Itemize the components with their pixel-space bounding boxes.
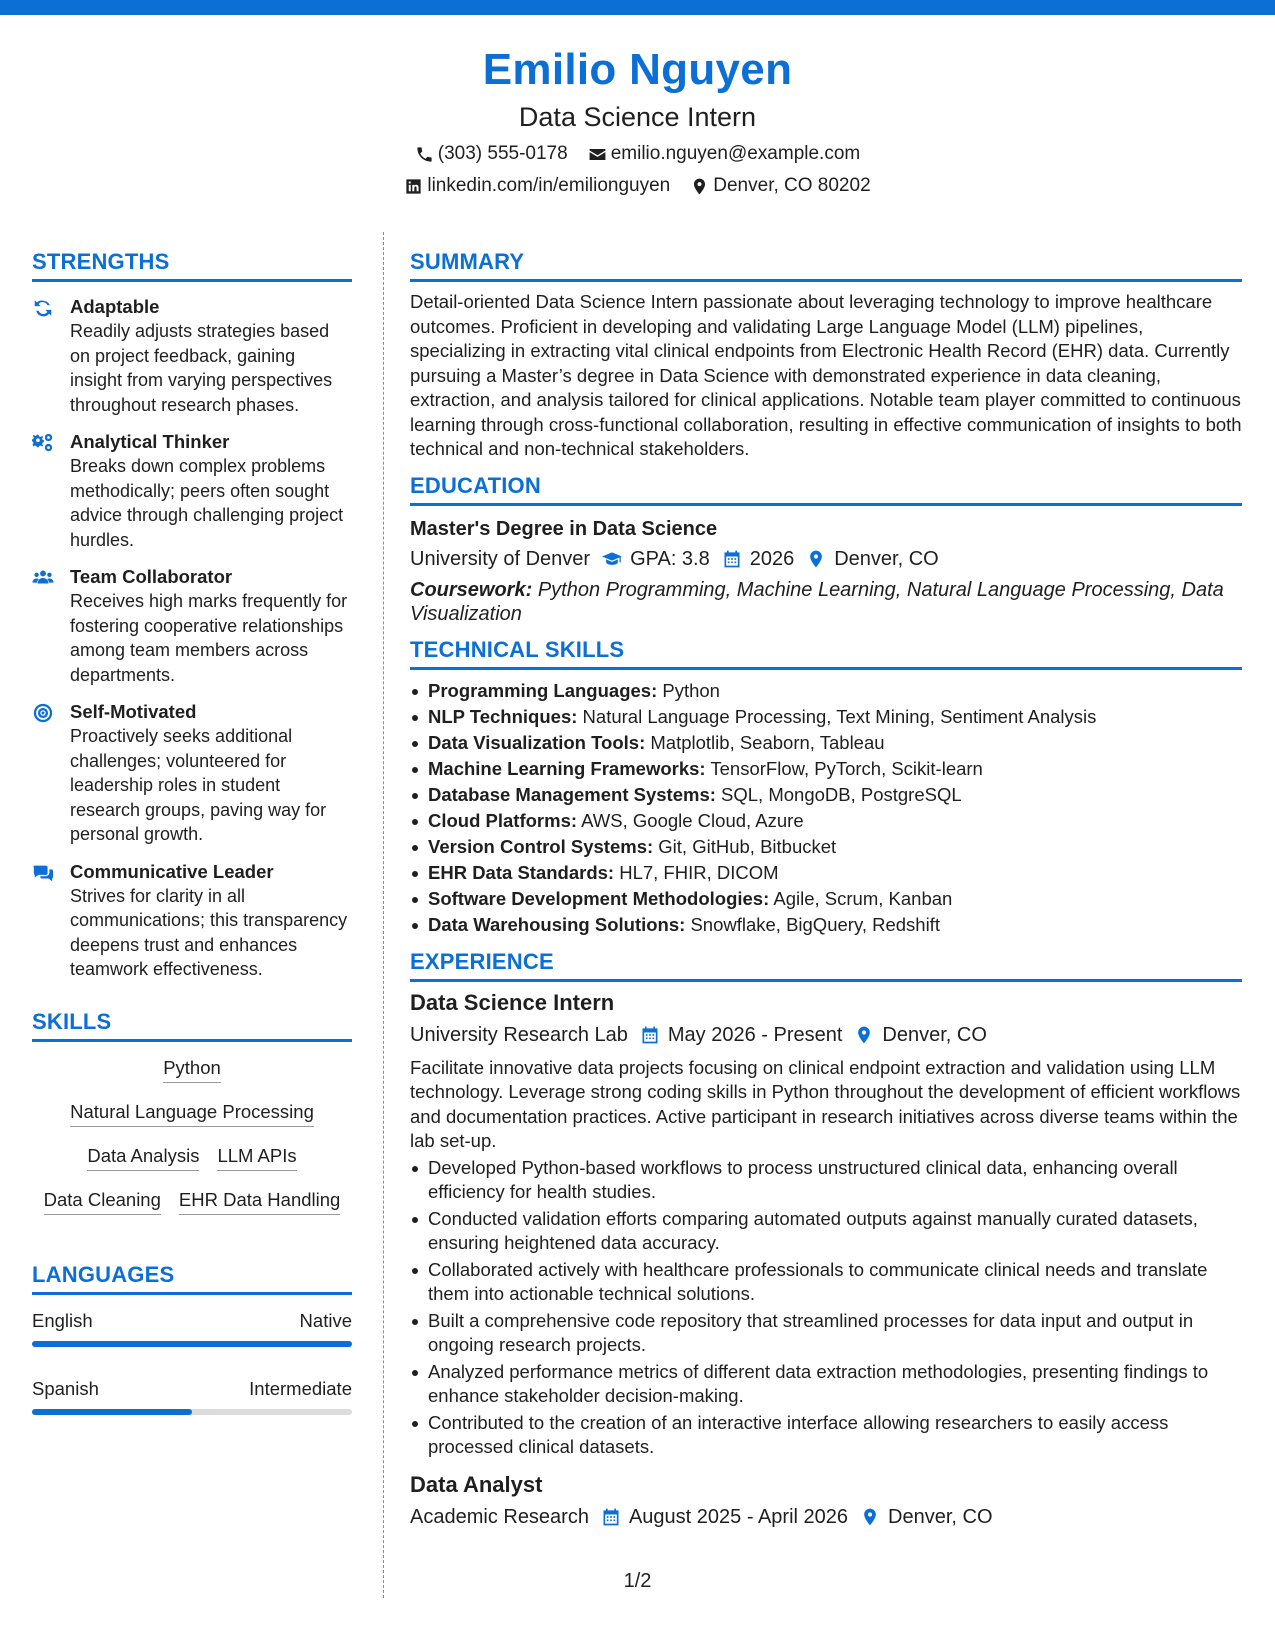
phone-contact bbox=[415, 142, 568, 166]
education-heading: EDUCATION bbox=[410, 472, 1242, 506]
strength-desc: Receives high marks frequently for fostering cooperative relationships among team members across departments. bbox=[70, 591, 348, 685]
list-item: Machine Learning Frameworks: TensorFlow, PyTorch, Scikit-learn bbox=[410, 756, 1242, 782]
list-item: Analyzed performance metrics of different data extraction methodologies, presenting findings to enhance stakeholder decision-making. bbox=[410, 1360, 1242, 1409]
contact-row-2 bbox=[0, 174, 1275, 198]
education-meta bbox=[410, 544, 1242, 574]
skills-section bbox=[32, 1008, 352, 1215]
job-location: Denver, CO bbox=[882, 1023, 987, 1046]
map-pin-icon bbox=[690, 177, 709, 196]
sync-icon bbox=[32, 297, 54, 319]
language-name: English bbox=[32, 1309, 93, 1331]
list-item: Data Warehousing Solutions: Snowflake, BigQuery, Redshift bbox=[410, 912, 1242, 938]
strength-item bbox=[32, 295, 352, 417]
strengths-section bbox=[32, 248, 352, 982]
phone-text: (303) 555-0178 bbox=[437, 143, 568, 164]
list-item: EHR Data Standards: HL7, FHIR, DICOM bbox=[410, 860, 1242, 886]
skills-heading: SKILLS bbox=[32, 1008, 352, 1042]
linkedin-icon bbox=[404, 177, 423, 196]
list-item: Developed Python-based workflows to process unstructured clinical data, enhancing overall efficiency for health studies. bbox=[410, 1156, 1242, 1205]
calendar-icon bbox=[640, 1025, 660, 1045]
coursework-list: Python Programming, Machine Learning, Natural Language Processing, Data Visualization bbox=[410, 578, 1224, 625]
linkedin-contact[interactable] bbox=[404, 174, 670, 198]
education-location: Denver, CO bbox=[834, 547, 939, 570]
top-accent-bar bbox=[0, 0, 1275, 15]
gears-icon bbox=[32, 432, 54, 454]
language-level-bar bbox=[32, 1409, 352, 1415]
summary-text: Detail-oriented Data Science Intern passionate about leveraging technology to improve healthcare outcomes. Proficient in developing and validating Large Language Model (LLM) pipelines, specializing in extracting vital clinical endpoints from Electronic Health Record (EHR) data. Currently pursuing a Master’s degree in Data Science with demonstrated experience in data cleaning, extraction, and analysis tailored for clinical applications. Notable team player committed to continuous learning through cross-functional collaboration, resulting in effective communication of insights to both technical and non-technical stakeholders. bbox=[410, 291, 1242, 459]
email-contact[interactable] bbox=[588, 142, 861, 166]
calendar-icon bbox=[601, 1507, 621, 1527]
list-item: Built a comprehensive code repository that streamlined processes for data input and output in ongoing research projects. bbox=[410, 1309, 1242, 1358]
linkedin-text: linkedin.com/in/emilionguyen bbox=[427, 175, 671, 196]
coursework bbox=[410, 578, 1242, 626]
language-level: Native bbox=[299, 1309, 352, 1331]
skill-tag: Data Cleaning bbox=[44, 1188, 161, 1215]
job-dates: August 2025 - April 2026 bbox=[628, 1505, 849, 1528]
map-pin-icon bbox=[854, 1025, 874, 1045]
candidate-role: Data Science Intern bbox=[518, 102, 757, 132]
list-item: Version Control Systems: Git, GitHub, Bitbucket bbox=[410, 834, 1242, 860]
job-meta bbox=[410, 1502, 1242, 1532]
job-dates: May 2026 - Present bbox=[667, 1023, 843, 1046]
language-level-fill bbox=[32, 1409, 192, 1415]
job-title: Data Science Intern bbox=[410, 989, 615, 1015]
envelope-icon bbox=[588, 145, 607, 164]
page-number: 1/2 bbox=[623, 1570, 652, 1592]
job-org: Academic Research bbox=[410, 1505, 589, 1528]
list-item: Data Visualization Tools: Matplotlib, Seaborn, Tableau bbox=[410, 730, 1242, 756]
language-item bbox=[32, 1309, 352, 1347]
phone-icon bbox=[415, 145, 434, 164]
skill-tag: Python bbox=[163, 1056, 221, 1083]
skill-tag: Data Analysis bbox=[87, 1144, 199, 1171]
strength-desc: Strives for clarity in all communications; this transparency deepens trust and enhances teamwork effectiveness. bbox=[70, 885, 348, 979]
job-bullets bbox=[410, 1156, 1242, 1460]
list-item: Cloud Platforms: AWS, Google Cloud, Azure bbox=[410, 808, 1242, 834]
comments-icon bbox=[32, 862, 54, 884]
summary-section bbox=[410, 248, 1242, 462]
list-item: Collaborated actively with healthcare professionals to communicate clinical needs and translate them into actionable technical solutions. bbox=[410, 1258, 1242, 1307]
strengths-heading: STRENGTHS bbox=[32, 248, 352, 282]
list-item: NLP Techniques: Natural Language Processing, Text Mining, Sentiment Analysis bbox=[410, 704, 1242, 730]
strength-item bbox=[32, 565, 352, 687]
job-entry bbox=[410, 1470, 1242, 1532]
job-title: Data Analyst bbox=[410, 1471, 543, 1497]
summary-heading: SUMMARY bbox=[410, 248, 1242, 282]
strength-item bbox=[32, 430, 352, 552]
language-name: Spanish bbox=[32, 1377, 99, 1399]
language-level-fill bbox=[32, 1341, 352, 1347]
list-item: Conducted validation efforts comparing automated outputs against manually curated datasets, ensuring heightened data accuracy. bbox=[410, 1207, 1242, 1256]
location-text: Denver, CO 80202 bbox=[713, 175, 871, 196]
language-level: Intermediate bbox=[249, 1377, 352, 1399]
skills-list bbox=[32, 1056, 352, 1215]
job-org: University Research Lab bbox=[410, 1023, 628, 1046]
left-column bbox=[32, 248, 352, 1415]
target-icon bbox=[32, 702, 54, 724]
location-contact bbox=[690, 174, 870, 198]
technical-skills-list bbox=[410, 678, 1242, 938]
strength-desc: Readily adjusts strategies based on project feedback, gaining insight from varying perspectives throughout research phases. bbox=[70, 321, 333, 415]
strength-title: Team Collaborator bbox=[70, 566, 233, 587]
strength-title: Self-Motivated bbox=[70, 701, 197, 722]
technical-skills-section bbox=[410, 636, 1242, 938]
strength-desc: Breaks down complex problems methodically; peers often sought advice through challenging project hurdles. bbox=[70, 456, 344, 550]
job-entry bbox=[410, 988, 1242, 1460]
strength-item bbox=[32, 700, 352, 847]
email-text: emilio.nguyen@example.com bbox=[610, 143, 861, 164]
skill-tag: Natural Language Processing bbox=[70, 1100, 314, 1127]
strength-title: Communicative Leader bbox=[70, 860, 274, 882]
experience-heading: EXPERIENCE bbox=[410, 948, 1242, 982]
strength-title: Analytical Thinker bbox=[70, 431, 230, 452]
resume-header bbox=[0, 40, 1275, 198]
languages-section bbox=[32, 1261, 352, 1415]
right-column bbox=[410, 248, 1242, 1532]
job-description: Facilitate innovative data projects focusing on clinical endpoint extraction and validation using LLM technology. Leverage strong coding skills in Python throughout the development of efficient workflows and documentation practices. Active participant in research initiatives across diverse teams within the lab set-up. bbox=[410, 1056, 1241, 1151]
school-name: University of Denver bbox=[410, 547, 591, 570]
map-pin-icon bbox=[860, 1507, 880, 1527]
users-icon bbox=[32, 567, 54, 589]
skill-tag: LLM APIs bbox=[217, 1144, 296, 1171]
experience-section bbox=[410, 948, 1242, 1532]
column-divider bbox=[383, 232, 384, 1598]
job-meta bbox=[410, 1020, 1242, 1050]
calendar-icon bbox=[722, 549, 742, 569]
candidate-name: Emilio Nguyen bbox=[482, 45, 793, 94]
list-item: Software Development Methodologies: Agile, Scrum, Kanban bbox=[410, 886, 1242, 912]
coursework-label: Coursework: bbox=[410, 578, 533, 601]
language-level-bar bbox=[32, 1341, 352, 1347]
strength-title: Adaptable bbox=[70, 296, 160, 317]
contact-row-1 bbox=[0, 142, 1275, 166]
map-pin-icon bbox=[806, 549, 826, 569]
language-item bbox=[32, 1377, 352, 1415]
graduation-cap-icon bbox=[602, 549, 622, 569]
graduation-year: 2026 bbox=[749, 547, 795, 570]
job-location: Denver, CO bbox=[888, 1505, 993, 1528]
list-item: Database Management Systems: SQL, MongoDB, PostgreSQL bbox=[410, 782, 1242, 808]
list-item: Programming Languages: Python bbox=[410, 678, 1242, 704]
skill-tag: EHR Data Handling bbox=[179, 1188, 340, 1215]
degree-title: Master's Degree in Data Science bbox=[410, 517, 718, 540]
list-item: Contributed to the creation of an interactive interface allowing researchers to easily access processed clinical datasets. bbox=[410, 1411, 1242, 1460]
languages-heading: LANGUAGES bbox=[32, 1261, 352, 1295]
strength-desc: Proactively seeks additional challenges; volunteered for leadership roles in student research groups, paving way for personal growth. bbox=[70, 726, 327, 844]
education-section bbox=[410, 472, 1242, 626]
gpa-text: GPA: 3.8 bbox=[630, 547, 710, 570]
strength-item bbox=[32, 860, 352, 982]
technical-skills-heading: TECHNICAL SKILLS bbox=[410, 636, 1242, 670]
